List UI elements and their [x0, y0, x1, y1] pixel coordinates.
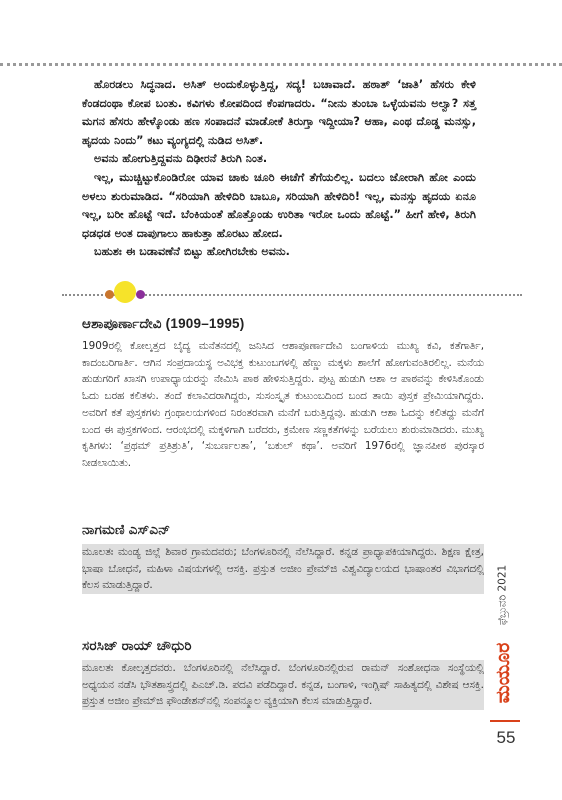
bio-sarasij: [82, 638, 484, 710]
issue-date-text: ಫೆಬ್ರುವರಿ 2021: [496, 564, 509, 626]
story-paragraph: ಇಲ್ಲ, ಮುಚ್ಚಿಟ್ಟುಕೊಂಡಿರೋ ಯಾವ ಚಾಕು ಚೂರಿ ಈಚೆಗೆ ತೆಗೆಯಲಿಲ್ಲ. ಬದಲು ಜೋರಾಗಿ ಹೋ ಎಂದು ಅಳಲು ಶುರುಮಾಡಿದ. “ಸರಿಯಾಗಿ ಹೇಳಿದಿರಿ ಬಾಬೂ, ಸರಿಯಾಗಿ ಹೇಳಿದಿರಿ! ಇಲ್ಲ, ಮನಸ್ಸು ಹೃದಯ ಏನೂ ಇಲ್ಲ, ಬರೀ ಹೊಟ್ಟೆ ಇದೆ. ಬೆಂಕಿಯಂತೆ ಹೊತ್ತೊಂಡು ಉರಿತಾ ಇರೋ ಒಂದು ಹೊಟ್ಟೆ.” ಹೀಗೆ ಹೇಳಿ, ತಿರುಗಿ ಧಡಧಡ ಅಂತ ದಾಪುಗಾಲು ಹಾಕುತ್ತಾ ಹೊರಟು ಹೋದ.: [82, 170, 476, 240]
section-separator: [62, 287, 522, 303]
bio-name: ಸರಸಿಜ್ ರಾಯ್ ಚೌಧುರಿ: [82, 638, 192, 653]
bio-text: ಮೂಲತಃ ಮಂಡ್ಯ ಜಿಲ್ಲೆ ಶಿವಾರ ಗ್ರಾಮದವರು; ಬೆಂಗಳೂರಿನಲ್ಲಿ ನೆಲೆಸಿದ್ದಾರೆ. ಕನ್ನಡ ಪ್ರಾಧ್ಯಾಪಕಿಯಾಗಿದ್ದರು. ಶಿಕ್ಷಣ ಕ್ಷೇತ್ರ, ಭಾಷಾ ಬೋಧನೆ, ಮಹಿಳಾ ವಿಷಯಗಳಲ್ಲಿ ಆಸಕ್ತಿ. ಪ್ರಸ್ತುತ ಅಜೀಂ ಪ್ರೇಮ್‌ಜಿ ವಿಶ್ವವಿದ್ಯಾಲಯದ ಭಾಷಾಂತರ ವಿಭಾಗದಲ್ಲಿ ಕೆಲಸ ಮಾಡುತ್ತಿದ್ದಾರೆ.: [82, 544, 484, 594]
yellow-dot: [114, 281, 136, 303]
magazine-brand: [492, 638, 514, 708]
bio-text: ಮೂಲತಃ ಕೋಲ್ಕತ್ತದವರು. ಬೆಂಗಳೂರಿನಲ್ಲಿ ನೆಲೆಸಿದ್ದಾರೆ. ಬೆಂಗಳೂರಿನಲ್ಲಿರುವ ರಾಮನ್ ಸಂಶೋಧನಾ ಸಂಸ್ಥೆಯಲ್ಲಿ ಅಧ್ಯಯನ ನಡೆಸಿ ಭೌತಶಾಸ್ತ್ರದಲ್ಲಿ ಪಿಎಚ್.ಡಿ. ಪದವಿ ಪಡೆದಿದ್ದಾರೆ. ಕನ್ನಡ, ಬಂಗಾಳಿ, ಇಂಗ್ಲಿಷ್ ಸಾಹಿತ್ಯದಲ್ಲಿ ವಿಶೇಷ ಆಸಕ್ತಿ. ಪ್ರಸ್ತುತ ಅಜೀಂ ಪ್ರೇಮ್‌ಜಿ ಫೌಂಡೇಶನ್‌ನಲ್ಲಿ ಸಂಪನ್ಮೂಲ ವ್ಯಕ್ತಿಯಾಗಿ ಕೆಲಸ ಮಾಡುತ್ತಿದ್ದಾರೆ.: [82, 660, 484, 710]
brown-dot: [105, 290, 114, 299]
bio-text: 1909ರಲ್ಲಿ ಕೋಲ್ಕತ್ತದ ಬೈದ್ಯ ಮನೆತನದಲ್ಲಿ ಜನಿಸಿದ ಆಶಾಪೂರ್ಣಾದೇವಿ ಬಂಗಾಳಿಯ ಮುಖ್ಯ ಕವಿ, ಕತೆಗಾರ್ತಿ, ಕಾದಂಬರಿಗಾರ್ತಿ. ಆಗಿನ ಸಂಪ್ರದಾಯಸ್ಥ ಅವಿಭಕ್ತ ಕುಟುಂಬಗಳಲ್ಲಿ ಹೆಣ್ಣು ಮಕ್ಕಳು ಶಾಲೆಗೆ ಹೋಗುವಂತಿರಲಿಲ್ಲ. ಮನೆಯ ಹುಡುಗರಿಗೆ ಖಾಸಗಿ ಉಪಾಧ್ಯಾಯರನ್ನು ನೇಮಿಸಿ ಪಾಠ ಹೇಳಿಸುತ್ತಿದ್ದರು. ಪುಟ್ಟ ಹುಡುಗಿ ಆಶಾ ಆ ಪಾಠವನ್ನು ಕೇಳಿಸಿಕೊಂಡು ಓದು ಬರಹ ಕಲಿತಳು. ತಂದೆ ಕಲಾವಿದರಾಗಿದ್ದರು, ಸುಸಂಸ್ಕೃತ ಕುಟುಂಬದಿಂದ ಬಂದ ತಾಯಿ ಪುಸ್ತಕ ಪ್ರೇಮಿಯಾಗಿದ್ದರು. ಅವರಿಗೆ ಕತೆ ಪುಸ್ತಕಗಳು ಗ್ರಂಥಾಲಯಗಳಿಂದ ನಿರಂತರವಾಗಿ ಮನೆಗೆ ಬರುತ್ತಿದ್ದವು. ಹುಡುಗಿ ಆಶಾ ಓದನ್ನು ಕಲಿತದ್ದು ಮನೆಗೆ ಬಂದ ಈ ಪುಸ್ತಕಗಳಿಂದ. ಆರಂಭದಲ್ಲಿ ಮಕ್ಕಳಿಗಾಗಿ ಬರೆದರು, ಕ್ರಮೇಣ ಸಣ್ಣಕತೆಗಳನ್ನು ಬರೆಯಲು ಶುರುಮಾಡಿದರು. ಮುಖ್ಯ ಕೃತಿಗಳು: ‘ಪ್ರಥಮ್ ಪ್ರತಿಶ್ರುತಿ’, ‘ಸುಬರ್ಣಲತಾ’, ‘ಬಕುಲ್ ಕಥಾ’. ಅವರಿಗೆ 1976ರಲ್ಲಿ ಜ್ಞಾನಪೀಠ ಪುರಸ್ಕಾರ ನೀಡಲಾಯಿತು.: [82, 340, 484, 469]
story-text: [82, 76, 476, 262]
story-paragraph: ಹೊರಡಲು ಸಿದ್ಧನಾದ. ಅಸಿತ್ ಅಂದುಕೊಳ್ಳುತ್ತಿದ್ದ, ಸದ್ಯ! ಬಚಾವಾದೆ. ಹಠಾತ್ ‘ಜಾತಿ’ ಹೆಸರು ಕೇಳಿ ಕೆಂಡದಂಥಾ ಕೋಪ ಬಂತು. ಕವಿಗಳು ಕೋಪದಿಂದ ಕೆಂಪಗಾದರು. “ನೀನು ತುಂಬಾ ಒಳ್ಳೆಯವನು ಅಲ್ವಾ? ಸತ್ತ ಮಗನ ಹೆಸರು ಹೇಳ್ಕೊಂಡು ಹಣ ಸಂಪಾದನೆ ಮಾಡೋಕೆ ತಿರುಗ್ತಾ ಇದ್ದೀಯಾ? ಆಹಾ, ಎಂಥ ದೊಡ್ಡ ಮನಸ್ಸು, ಹೃದಯ ನಿಂದು” ಕಟು ವ್ಯಂಗ್ಯದಲ್ಲಿ ನುಡಿದ ಅಸಿತ್.: [82, 78, 476, 147]
magazine-brand-text: ಮಯೂರ: [492, 642, 514, 704]
bio-name: ನಾಗಮಣಿ ಎಸ್‌ಎನ್: [82, 522, 171, 537]
page-number-rule: [490, 720, 520, 722]
purple-dot: [136, 290, 145, 299]
bio-ashapurna-devi: [82, 316, 484, 472]
bio-name: ಆಶಾಪೂರ್ಣಾದೇವಿ (1909–1995): [82, 316, 245, 331]
story-paragraph: ಬಹುಶಃ ಈ ಬಡಾವಣೆನೆ ಬಿಟ್ಟು ಹೋಗಿರಬೇಕು ಅವನು.: [94, 245, 290, 259]
bio-nagamani: [82, 522, 484, 594]
page-number: 55: [496, 728, 516, 747]
story-paragraph: ಅವನು ಹೋಗುತ್ತಿದ್ದವನು ದಿಢೀರನೆ ತಿರುಗಿ ನಿಂತ.: [94, 152, 268, 166]
issue-date: [492, 560, 514, 630]
top-dotted-rule: [0, 63, 562, 66]
